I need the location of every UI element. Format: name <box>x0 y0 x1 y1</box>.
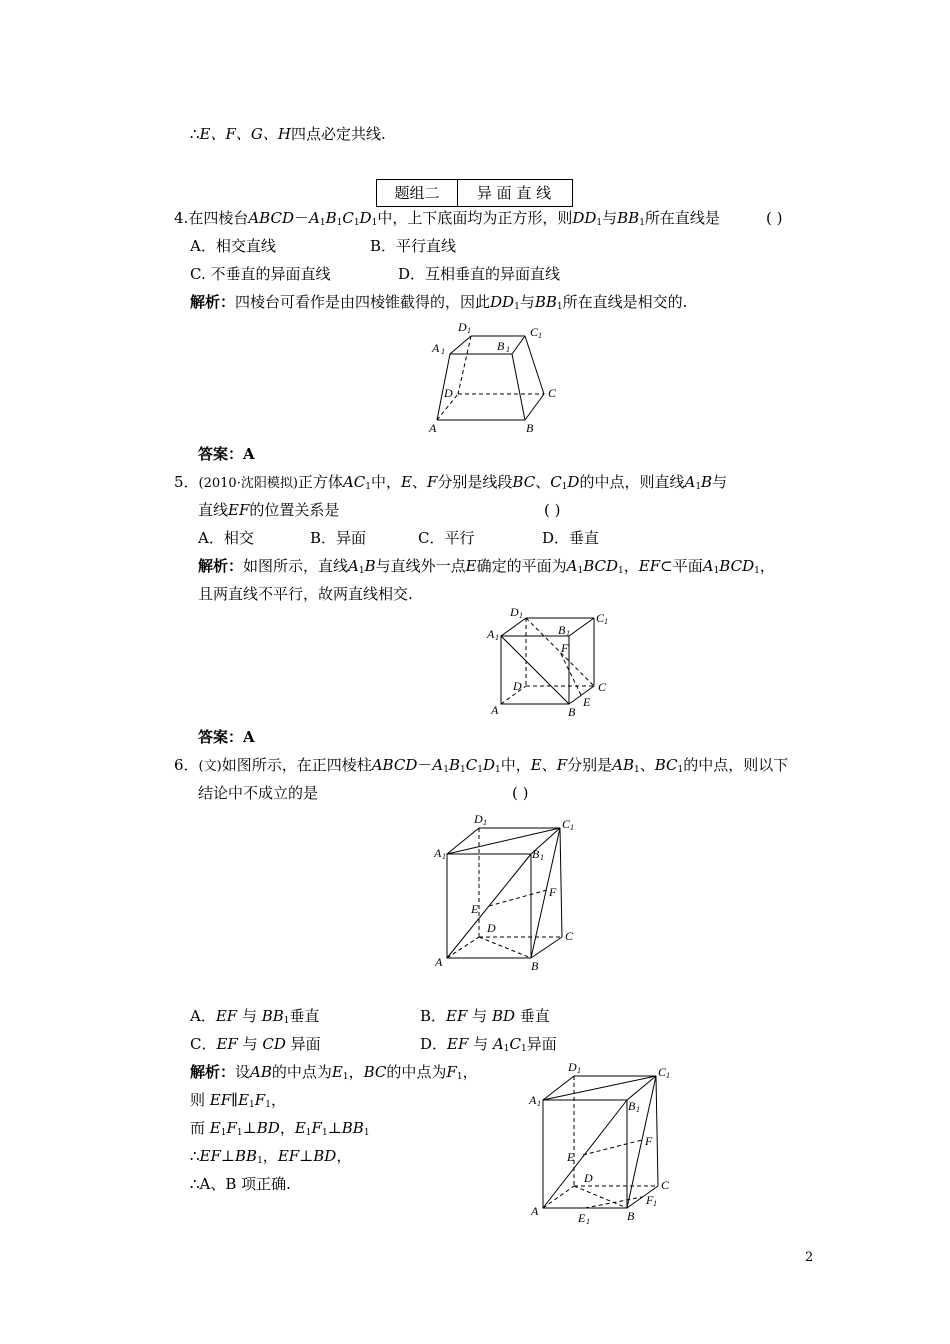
svg-text:1: 1 <box>604 617 608 626</box>
q4-option-b: B．平行直线 <box>370 237 457 255</box>
q4-answer: 答案：A <box>198 445 255 463</box>
svg-text:D: D <box>513 679 522 693</box>
q5-solution-2: 且两直线不平行，故两直线相交. <box>198 585 413 603</box>
svg-text:D: D <box>474 812 483 826</box>
svg-text:1: 1 <box>441 347 445 356</box>
svg-text:1: 1 <box>506 345 510 354</box>
svg-text:C: C <box>598 680 607 694</box>
q6-option-a: A．EF 与 $BB_1$垂直 <box>190 1007 320 1026</box>
svg-text:F: F <box>645 1134 653 1148</box>
q4-solution: 解析：四棱台可看作是由四棱锥截得的，因此$DD_1$与$BB_1$所在直线是相交的. <box>190 293 688 312</box>
q6-solution-4: $\therefore EF\perp BB_1$，EF⊥BD， <box>190 1147 352 1166</box>
svg-text:E: E <box>471 902 479 916</box>
q6-solution-5: ∴A、B 项正确. <box>190 1175 291 1193</box>
svg-text:1: 1 <box>653 1199 657 1208</box>
svg-text:B: B <box>531 959 539 973</box>
q5-stem: 5．(2010·沈阳模拟)正方体$AC_1$中，E、F分别是线段BC、$C_1D$的中点，则直线$A_1B$与 <box>174 473 728 492</box>
svg-text:D: D <box>487 921 496 935</box>
section-label-box: 题组二 <box>376 179 458 207</box>
svg-text:1: 1 <box>566 629 570 638</box>
svg-text:D: D <box>510 605 519 619</box>
q6-option-b: B．EF 与 BD 垂直 <box>420 1007 550 1025</box>
svg-text:B: B <box>627 1209 635 1223</box>
q5-answer: 答案：A <box>198 728 255 746</box>
intro-line: ∴E、F、G、H四点必定共线. <box>190 125 386 143</box>
q4-stem: 4.在四棱台$ABCD-A_1B_1C_1D_1$中，上下底面均为正方形，则$DD_1$与$BB_1$所在直线是 <box>174 209 720 228</box>
q4-option-d: D．互相垂直的异面直线 <box>398 265 561 283</box>
svg-text:C: C <box>658 1065 667 1079</box>
svg-text:A: A <box>529 1093 537 1107</box>
q4-paren: ( ) <box>766 209 783 227</box>
section-title-box: 异 面 直 线 <box>456 179 573 207</box>
q5-stem-2: 直线EF的位置关系是 <box>198 501 340 519</box>
svg-text:F: F <box>561 641 569 655</box>
q5-option-c: C．平行 <box>418 529 475 547</box>
svg-text:D: D <box>584 1171 593 1185</box>
svg-text:A: A <box>435 955 443 969</box>
svg-text:A: A <box>491 703 499 717</box>
q6-solution-3: 而 $E_1F_1\perp BD$，$E_1F_1\perp BB_1$ <box>190 1119 370 1138</box>
svg-text:1: 1 <box>540 853 544 862</box>
svg-text:1: 1 <box>537 1099 541 1108</box>
svg-text:D: D <box>444 386 453 400</box>
svg-text:1: 1 <box>666 1071 670 1080</box>
svg-text:B: B <box>526 421 534 435</box>
svg-text:1: 1 <box>495 633 499 642</box>
q6-option-d: D．EF 与 $A_1C_1$异面 <box>420 1035 557 1054</box>
svg-text:D: D <box>568 1060 577 1074</box>
svg-text:E: E <box>578 1211 586 1225</box>
svg-text:1: 1 <box>577 1066 581 1075</box>
therefore-symbol: ∴ <box>190 125 200 143</box>
svg-text:C: C <box>596 611 605 625</box>
svg-text:1: 1 <box>570 823 574 832</box>
svg-text:1: 1 <box>442 852 446 861</box>
q6-paren: ( ) <box>512 784 529 802</box>
svg-text:C: C <box>661 1178 670 1192</box>
q6-solution-1: 解析：设AB的中点为$E_1$，BC的中点为$F_1$， <box>190 1063 478 1082</box>
svg-text:C: C <box>562 817 571 831</box>
svg-text:B: B <box>568 705 576 719</box>
svg-text:1: 1 <box>636 1105 640 1114</box>
q6-solution-2: 则 $EF\parallel E_1F_1$， <box>190 1091 286 1110</box>
svg-text:B: B <box>497 339 505 353</box>
svg-text:1: 1 <box>467 326 471 335</box>
svg-text:C: C <box>565 929 574 943</box>
q5-paren: ( ) <box>544 501 561 519</box>
svg-text:A: A <box>429 421 437 435</box>
svg-text:A: A <box>432 341 440 355</box>
svg-text:F: F <box>646 1193 654 1207</box>
svg-text:B: B <box>558 623 566 637</box>
svg-text:B: B <box>532 847 540 861</box>
q6-stem: 6．(文)如图所示，在正四棱柱$ABCD-A_1B_1C_1D_1$中，E、F分别是$AB_1$、$BC_1$的中点，则以下 <box>174 756 789 775</box>
svg-text:A: A <box>487 627 495 641</box>
svg-text:B: B <box>628 1099 636 1113</box>
svg-text:A: A <box>434 846 442 860</box>
svg-text:E: E <box>583 695 591 709</box>
svg-text:C: C <box>530 325 539 339</box>
q4-option-c: C. 不垂直的异面直线 <box>190 265 331 283</box>
q5-solution: 解析：如图所示，直线$A_1B$与直线外一点E确定的平面为$A_1BCD_1$，EF⊂平面$A_1BCD_1$， <box>198 557 775 576</box>
svg-text:A: A <box>531 1204 539 1218</box>
svg-text:E: E <box>567 1150 575 1164</box>
q6-stem-2: 结论中不成立的是 <box>198 784 319 802</box>
svg-text:1: 1 <box>586 1217 590 1226</box>
q6-option-c: C．EF 与 CD 异面 <box>190 1035 321 1053</box>
svg-text:1: 1 <box>483 818 487 827</box>
svg-text:C: C <box>548 386 557 400</box>
svg-text:1: 1 <box>519 611 523 620</box>
q4-option-a: A．相交直线 <box>190 237 276 255</box>
svg-text:F: F <box>549 885 557 899</box>
q5-option-a: A．相交 <box>198 529 254 547</box>
page-number: 2 <box>805 1250 814 1265</box>
svg-text:D: D <box>458 320 467 334</box>
q5-option-b: B．异面 <box>310 529 367 547</box>
svg-text:1: 1 <box>538 331 542 340</box>
q5-option-d: D．垂直 <box>542 529 600 547</box>
